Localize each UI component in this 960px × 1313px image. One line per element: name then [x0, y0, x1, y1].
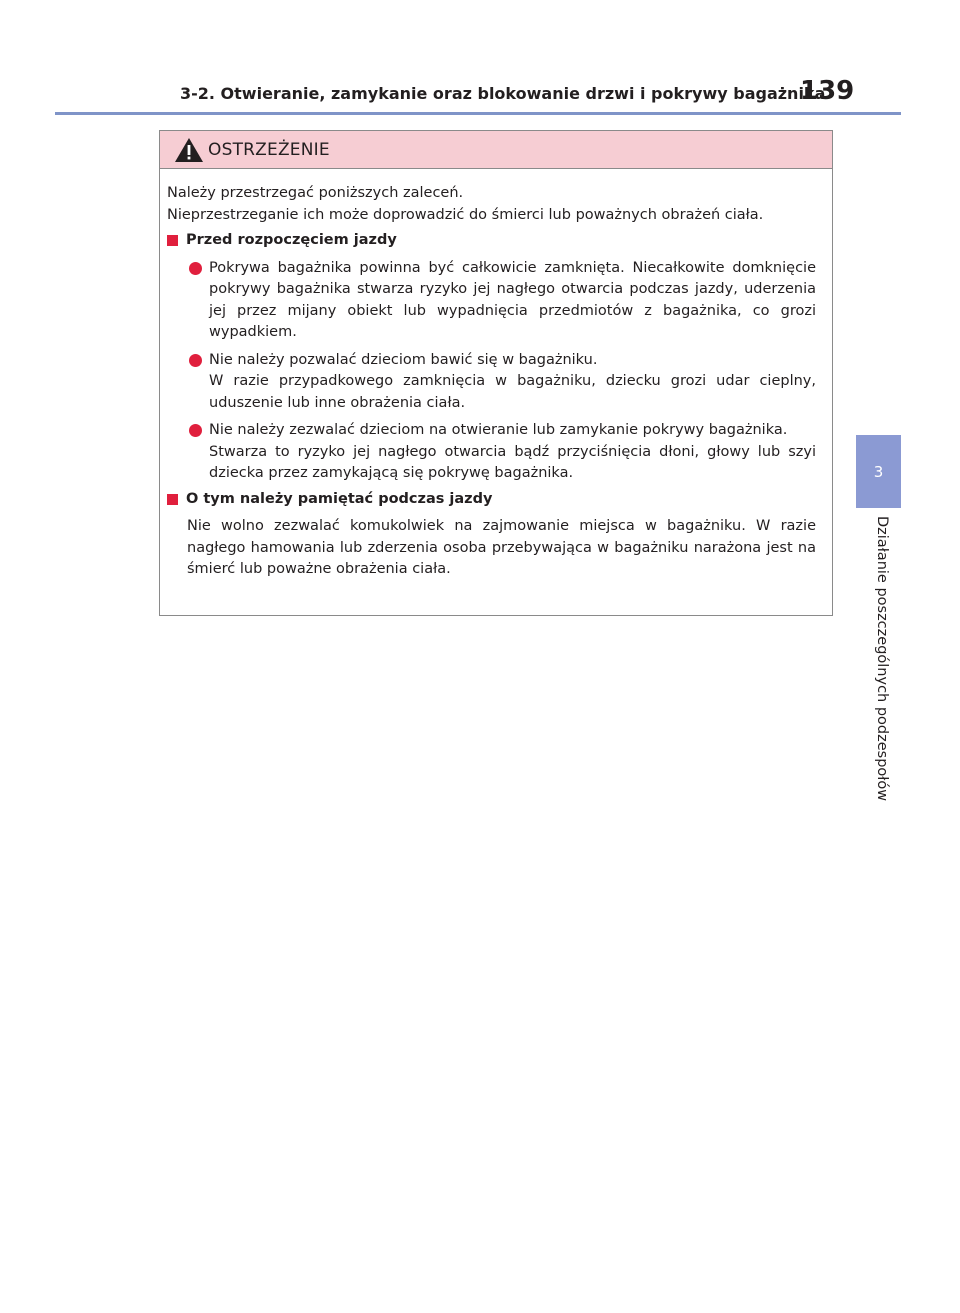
red-dot-bullet-icon [189, 262, 202, 275]
warning-title: OSTRZEŻENIE [208, 139, 330, 160]
chapter-tab-number: 3 [873, 462, 884, 481]
chapter-title: 3-2. Otwieranie, zamykanie oraz blokowanie drzwi i pokrywy bagażnika [180, 84, 826, 103]
page-number: 139 [800, 76, 855, 106]
list-item-text: Stwarza to ryzyko jej nagłego otwarcia bądź przyciśnięcia dłoni, głowy lub szyi dziecka przez zamykającą się pokrywę bagażnika. [209, 443, 816, 481]
section-heading-text: O tym należy pamiętać podczas jazdy [186, 490, 493, 507]
warning-triangle-icon [174, 137, 204, 163]
list-item [167, 420, 816, 485]
intro-line: Należy przestrzegać poniższych zaleceń. [167, 185, 464, 201]
warning-intro [167, 183, 816, 226]
intro-line: Nieprzestrzeganie ich może doprowadzić do śmierci lub poważnych obrażeń ciała. [167, 206, 764, 223]
section-heading-before-driving [167, 230, 816, 252]
list-item-text: Pokrywa bagażnika powinna być całkowicie zamknięta. Niecałkowite domknięcie pokrywy bagażnika stwarza ryzyko jej nagłego otwarcia podczas jazdy, uderzenia jej przez mijany obiekt lub wypadnięcia przedmiotów z bagażnika, co grozi wypadkiem. [209, 259, 816, 340]
list-item-text: W razie przypadkowego zamknięcia w bagażniku, dziecku grozi udar cieplny, uduszenie lub inne obrażenia ciała. [209, 373, 816, 411]
list-item [167, 350, 816, 415]
section-heading-text: Przed rozpoczęciem jazdy [186, 232, 397, 248]
square-bullet-icon [167, 494, 178, 505]
warning-body [160, 169, 832, 581]
red-dot-bullet-icon [189, 424, 202, 437]
header-divider [55, 112, 901, 115]
chapter-tab-label: Działanie poszczególnych podzespołów [874, 516, 890, 802]
red-dot-bullet-icon [189, 354, 202, 367]
chapter-tab[interactable] [856, 435, 901, 508]
list-item [167, 258, 816, 344]
section-paragraph: Nie wolno zezwalać komukolwiek na zajmowanie miejsca w bagażniku. W razie nagłego hamowania lub zderzenia osoba przebywająca w bagażniku narażona jest na śmierć lub poważne obrażenia ciała. [187, 518, 816, 577]
square-bullet-icon [167, 235, 178, 246]
warning-header [160, 131, 832, 169]
list-item-text: Nie należy pozwalać dzieciom bawić się w bagażniku. [209, 351, 598, 368]
list-item-text: Nie należy zezwalać dzieciom na otwieranie lub zamykanie pokrywy bagażnika. [209, 422, 788, 438]
section-heading-during-driving [167, 489, 816, 511]
warning-box [159, 130, 833, 616]
